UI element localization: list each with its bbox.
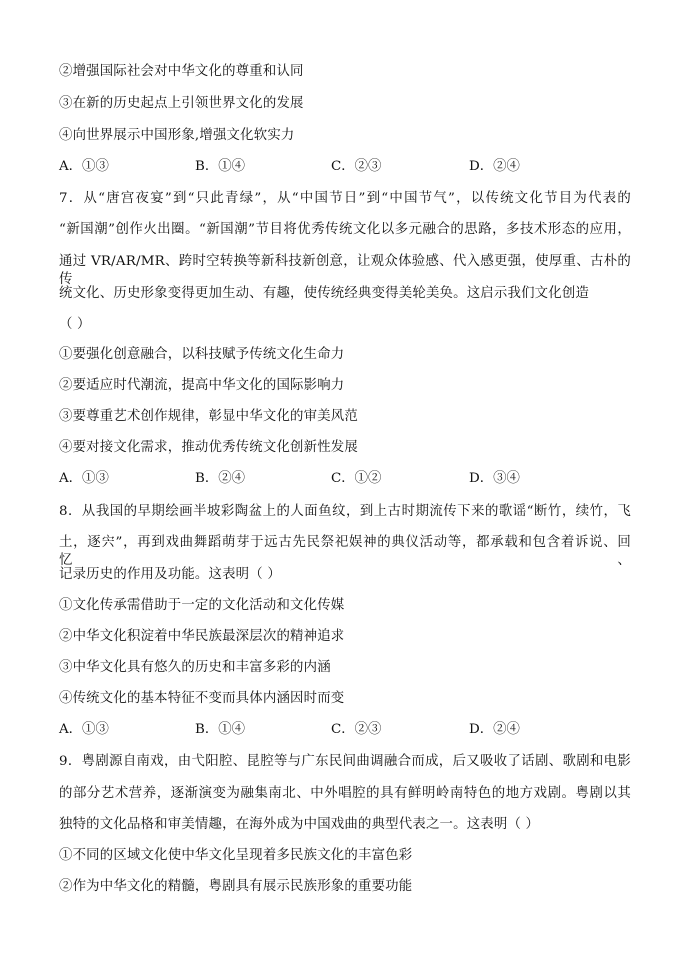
q8-option-d[interactable]: D．②④ bbox=[469, 722, 520, 737]
q8-item-3: ③中华文化具有悠久的历史和丰富多彩的内涵 bbox=[59, 660, 331, 675]
q8-item-1: ①文化传承需借助于一定的文化活动和文化传媒 bbox=[59, 598, 345, 613]
q7-stem-line-1: 7．从“唐宫夜宴”到“只此青绿”，从“中国节日”到“中国节气”，以传统文化节目为代表的 bbox=[59, 191, 631, 206]
q6-option-d[interactable]: D．②④ bbox=[469, 159, 520, 174]
q7-option-d[interactable]: D．③④ bbox=[469, 471, 520, 486]
q6-option-a[interactable]: A．①③ bbox=[59, 159, 109, 174]
q7-option-b[interactable]: B．②④ bbox=[195, 471, 246, 486]
q6-item-2: ②增强国际社会对中华文化的尊重和认同 bbox=[59, 64, 304, 79]
q9-item-2: ②作为中华文化的精髓，粤剧具有展示民族形象的重要功能 bbox=[59, 879, 413, 894]
q7-item-3: ③要尊重艺术创作规律，彰显中华文化的审美风范 bbox=[59, 409, 358, 424]
q7-option-c[interactable]: C．①② bbox=[331, 471, 382, 486]
q9-item-1: ①不同的区域文化使中华文化呈现着多民族文化的丰富色彩 bbox=[59, 848, 413, 863]
q7-stem-line-3: 通过 VR/AR/MR、跨时空转换等新科技新创意，让观众体验感、代入感更强，使厚重、古朴的传 bbox=[59, 254, 631, 287]
q7-item-2: ②要适应时代潮流，提高中华文化的国际影响力 bbox=[59, 378, 345, 393]
q8-option-c[interactable]: C．②③ bbox=[331, 722, 382, 737]
q6-item-3: ③在新的历史起点上引领世界文化的发展 bbox=[59, 96, 304, 111]
q7-item-1: ①要强化创意融合，以科技赋予传统文化生命力 bbox=[59, 347, 345, 362]
q9-stem-line-3: 独特的文化品格和审美情趣，在海外成为中国戏曲的典型代表之一。这表明（ ） bbox=[59, 817, 540, 832]
q8-item-4: ④传统文化的基本特征不变而具体内涵因时而变 bbox=[59, 691, 345, 706]
q6-option-b[interactable]: B．①④ bbox=[195, 159, 246, 174]
q8-item-2: ②中华文化积淀着中华民族最深层次的精神追求 bbox=[59, 629, 345, 644]
q8-stem-line-3: 记录历史的作用及功能。这表明（ ） bbox=[59, 567, 281, 582]
q6-options bbox=[59, 158, 619, 176]
q7-option-a[interactable]: A．①③ bbox=[59, 471, 109, 486]
q7-options bbox=[59, 470, 619, 488]
q9-stem-line-2: 的部分艺术营养，逐渐演变为融集南北、中外唱腔的具有鲜明岭南特色的地方戏剧。粤剧以其 bbox=[59, 786, 631, 801]
q8-option-a[interactable]: A．①③ bbox=[59, 722, 109, 737]
q8-options bbox=[59, 721, 619, 739]
q6-item-4: ④向世界展示中国形象,增强文化软实力 bbox=[59, 128, 295, 143]
q7-stem-line-2: “新国潮”创作火出圈。“新国潮”节目将优秀传统文化以多元融合的思路，多技术形态的应用， bbox=[59, 222, 631, 237]
q7-answer-blank: （ ） bbox=[59, 317, 91, 332]
q7-item-4: ④要对接文化需求，推动优秀传统文化创新性发展 bbox=[59, 440, 358, 455]
q6-option-c[interactable]: C．②③ bbox=[331, 159, 382, 174]
q7-stem-line-4: 统文化、历史形象变得更加生动、有趣，使传统经典变得美轮美奂。这启示我们文化创造 bbox=[59, 286, 590, 301]
q8-option-b[interactable]: B．①④ bbox=[195, 722, 246, 737]
q8-stem-line-1: 8．从我国的早期绘画半坡彩陶盆上的人面鱼纹，到上古时期流传下来的歌谣“断竹，续竹，飞 bbox=[59, 504, 631, 519]
q9-stem-line-1: 9．粤剧源自南戏，由弋阳腔、昆腔等与广东民间曲调融合而成，后又吸收了话剧、歌剧和电影 bbox=[59, 754, 631, 769]
q8-stem-line-2: 土，逐宍”，再到戏曲舞蹈萌芽于远古先民祭祀娱神的典仪活动等，都承载和包含着诉说、回忆、 bbox=[59, 535, 631, 568]
